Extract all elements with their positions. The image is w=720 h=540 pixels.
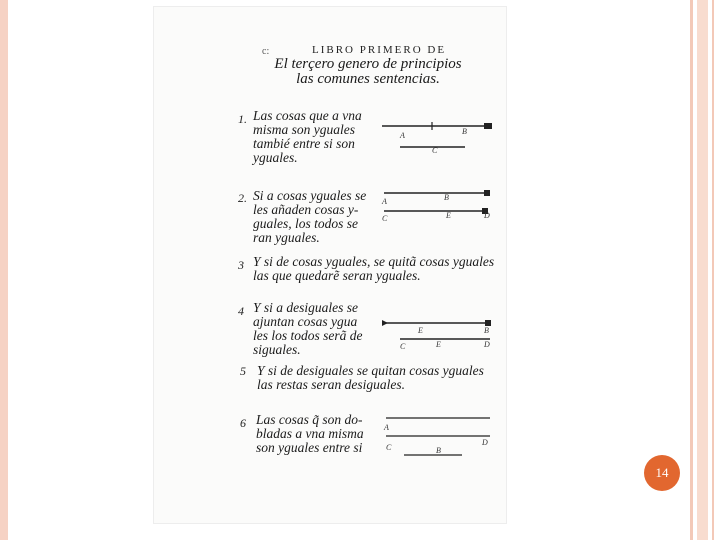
diagram-2 bbox=[380, 184, 496, 224]
diagram-letter: D bbox=[484, 211, 490, 220]
item-number: 3 bbox=[238, 258, 244, 272]
item-number: 5 bbox=[240, 364, 246, 378]
diagram-letter: C bbox=[382, 214, 388, 223]
item-text: Si a cosas yguales se les añaden cosas y- guales, los todos se ran yguales. bbox=[253, 188, 367, 245]
diagram-letter: C bbox=[432, 146, 438, 155]
item-number: 2. bbox=[238, 191, 247, 205]
diagram-4 bbox=[380, 315, 496, 351]
item-text: Las cosas q̃ son do- bladas a vna misma son yguales entre si bbox=[256, 412, 364, 455]
item-text: Y si a desiguales se ajuntan cosas ygua les los todos serã de siguales. bbox=[253, 300, 363, 357]
diagram-letter: A bbox=[400, 131, 405, 140]
slide-number-badge: 14 bbox=[644, 455, 680, 491]
diagram-letter: E bbox=[418, 326, 423, 335]
item-number: 4 bbox=[238, 304, 244, 318]
diagram-letter: E bbox=[436, 340, 441, 349]
diagram-letter: B bbox=[444, 193, 449, 202]
diagram-letter: B bbox=[462, 127, 467, 136]
item-text: Las cosas que a vna misma son yguales tambié entre si son yguales. bbox=[253, 108, 362, 165]
header-mark: c: bbox=[262, 46, 270, 57]
item-text: Y si de desiguales se quitan cosas yguales las restas seran desiguales. bbox=[257, 363, 484, 392]
page-header: LIBRO PRIMERO DE bbox=[312, 44, 447, 56]
diagram-letter: C bbox=[386, 443, 392, 452]
frame-right-line bbox=[690, 0, 693, 540]
diagram-letter: A bbox=[384, 423, 389, 432]
item-number: 6 bbox=[240, 416, 246, 430]
diagram-letter: B bbox=[436, 446, 441, 455]
item-number: 1. bbox=[238, 112, 247, 126]
diagram-letter: B bbox=[484, 326, 489, 335]
diagram-letter: D bbox=[482, 438, 488, 447]
diagram-1 bbox=[380, 118, 496, 158]
diagram-letter: E bbox=[446, 211, 451, 220]
diagram-letter: D bbox=[484, 340, 490, 349]
frame-left-border bbox=[0, 0, 8, 540]
item-text: Y si de cosas yguales, se quitã cosas yguales las que quedarẽ seran yguales. bbox=[253, 254, 495, 283]
diagram-letter: A bbox=[382, 197, 387, 206]
frame-right-band bbox=[697, 0, 708, 540]
diagram-letter: C bbox=[400, 342, 406, 351]
page-title: El terçero genero de principios las comunes sentencias. bbox=[274, 56, 462, 87]
diagram-6 bbox=[380, 408, 496, 466]
frame-right-line-outer bbox=[712, 0, 714, 540]
